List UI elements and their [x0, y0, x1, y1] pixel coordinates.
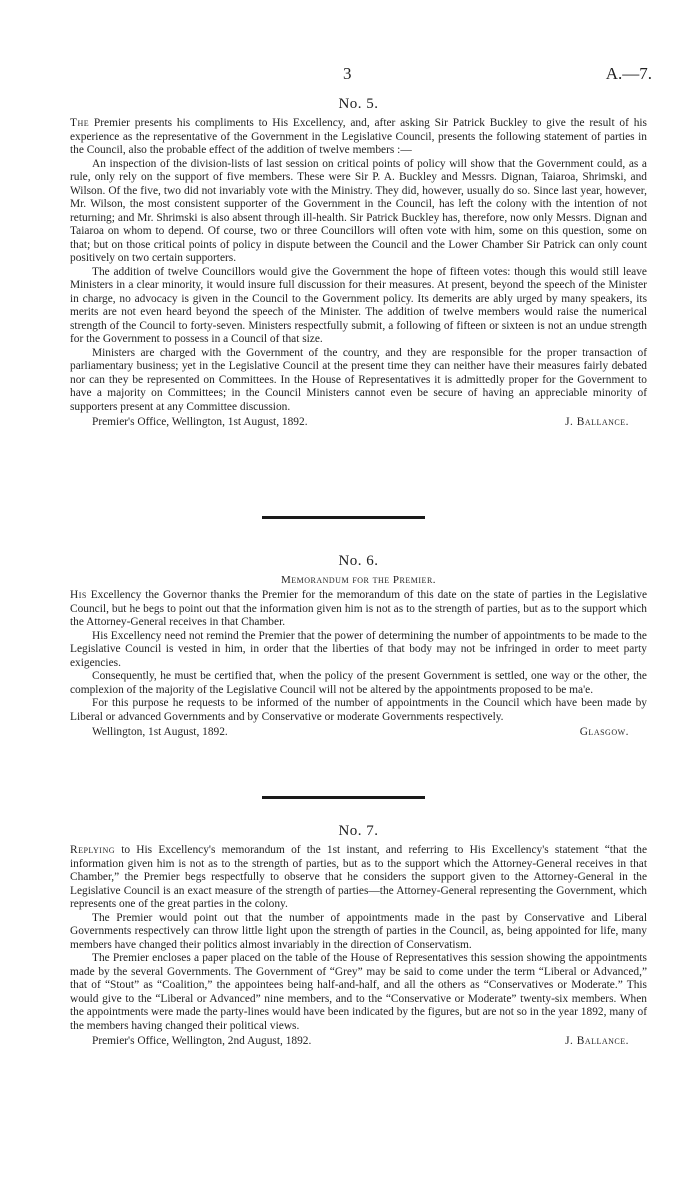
section-no-7 — [70, 823, 647, 1048]
section-title: No. 5. — [338, 96, 379, 112]
lead-word: His — [70, 589, 87, 601]
paragraph: The addition of twelve Councillors would give the Government the hope of fifteen votes: though this would still leave Ministers in a clear minority, it would insure full discussion for their measures. At present, beyond the speech of the Minister in charge, no advocacy is given in the Council to the Government policy. Its demerits are ably urged by many speakers, its merits are not even heard beyond the speech of the Minister. The addition of twelve members would raise the numerical strength of the Council to forty-seven. Ministers respectfully submit, a following of fifteen or sixteen is not an undue strength for the Government to possess in a Council of that size. — [70, 265, 647, 345]
section-no-6 — [70, 553, 647, 739]
section-no-5 — [70, 96, 647, 429]
paragraph-text: Premier presents his compliments to His Excellency, and, after asking Sir Patrick Buckley to give the result of his experience as the representative of the Government in the Legislative Council, presents the following statement of parties in the Council, also the probable effect of the addition of twelve members :— — [70, 117, 647, 156]
section-title: No. 6. — [338, 553, 379, 569]
paragraph — [70, 589, 647, 630]
paragraph: The Premier encloses a paper placed on the table of the House of Representatives this session showing the appointments made by the several Governments. The Government of “Grey” may be said to come under the term “Liberal or Advanced,” that of “Stout” as “Coalition,” the appointees being half-and-half, and all the others as “Conservatives or Moderate.” This would give to the “Liberal or Advanced” nine members, and to the “Conservative or Moderate” twenty-six members. When the appointments were made the party-lines would have been indicated by the figures, but are not so in the year 1892, many of the members having changed their political views. — [70, 952, 647, 1032]
paragraph: Consequently, he must be certified that, when the policy of the present Government is settled, one way or the other, the complexion of the majority of the Legislative Council will not be altered by the appointments proposed to be ma'e. — [70, 670, 647, 696]
paragraph-text: Excellency the Governor thanks the Premier for the memorandum of this date on the state of parties in the Legislative Council, but he begs to point out that the information given him is not as to the strength of parties, but as to the support which the Attorney-General receives in that Chamber. — [70, 589, 647, 628]
section-subtitle: Memorandum for the Premier. — [280, 574, 437, 586]
signature-place-date: Premier's Office, Wellington, 1st August, 1892. — [92, 416, 308, 428]
signature-line — [70, 725, 647, 739]
signature-name: J. Ballance. — [565, 416, 629, 428]
paragraph — [70, 117, 647, 158]
signature-name: J. Ballance. — [565, 1035, 629, 1047]
signature-line — [70, 415, 647, 429]
signature-place-date: Premier's Office, Wellington, 2nd August, 1892. — [92, 1035, 312, 1047]
page-number: 3 — [343, 64, 352, 83]
paragraph-text: to His Excellency's memorandum of the 1st instant, and referring to His Excellency's statement “that the information given him is not as to the strength of parties, but as to the support which the Attorney-General receives in that Chamber,” the Premier begs respectfully to observe that he considers the support given to the Attorney-General in the Legislative Council is an exact measure of the strength of parties—the Attorney-General representing the Government, which represents one of the great parties in the colony. — [70, 844, 647, 910]
paragraph: For this purpose he requests to be informed of the number of appointments in the Council which have been made by Liberal or advanced Governments and by Conservative or moderate Governments respectively. — [70, 697, 647, 723]
paragraph: His Excellency need not remind the Premier that the power of determining the number of appointments to be made to the Legislative Council is vested in him, in order that the liberties of that body may not be infringed in order to meet party exigencies. — [70, 629, 647, 669]
section-divider — [262, 516, 425, 519]
signature-line — [70, 1034, 647, 1048]
signature-place-date: Wellington, 1st August, 1892. — [92, 726, 228, 738]
paragraph: The Premier would point out that the number of appointments made in the past by Conservative and Liberal Governments respectively can throw little light upon the strength of parties in the Council, as, being appointed for life, many members have changed their politics almost invariably in the direction of Conservatism. — [70, 911, 647, 951]
paragraph: An inspection of the division-lists of last session on critical points of policy will show that the Government could, as a rule, only rely on the support of five members. These were Sir P. A. Buckley and Messrs. Dignan, Taiaroa, Shrimski, and Wilson. Of the five, two did not invariably vote with the Ministry. They did, however, usually do so. Since last year, however, Mr. Wilson, the most consistent supporter of the Government in the Council, has left the colony with the intention of not returning; and Mr. Shrimski is also absent through ill-health. Sir Patrick Buckley has, therefore, now only Messrs. Dignan and Taiaroa on whom to depend. Of course, two or three Councillors will often vote with him, some on this question, some on that; but on those critical points of policy in dispute between the Council and the Lower Chamber Sir Patrick can only count positively on two certain supporters. — [70, 157, 647, 264]
paragraph: Ministers are charged with the Government of the country, and they are responsible for the proper transaction of parliamentary business; yet in the Legislative Council at the present time they can neither have their measures fairly debated nor can they be represented on Committees. In the House of Representatives it is admittedly proper for the Government to have a majority on Committees; in the Council Ministers cannot even be secure of having an appreciable minority of supporters present at any Committee discussion. — [70, 346, 647, 413]
section-divider — [262, 796, 425, 799]
document-reference: A.—7. — [605, 64, 652, 83]
section-title: No. 7. — [338, 823, 379, 839]
lead-word: The — [70, 117, 90, 129]
paragraph — [70, 844, 647, 912]
signature-name: Glasgow. — [579, 726, 629, 738]
lead-word: Replying — [70, 844, 116, 856]
